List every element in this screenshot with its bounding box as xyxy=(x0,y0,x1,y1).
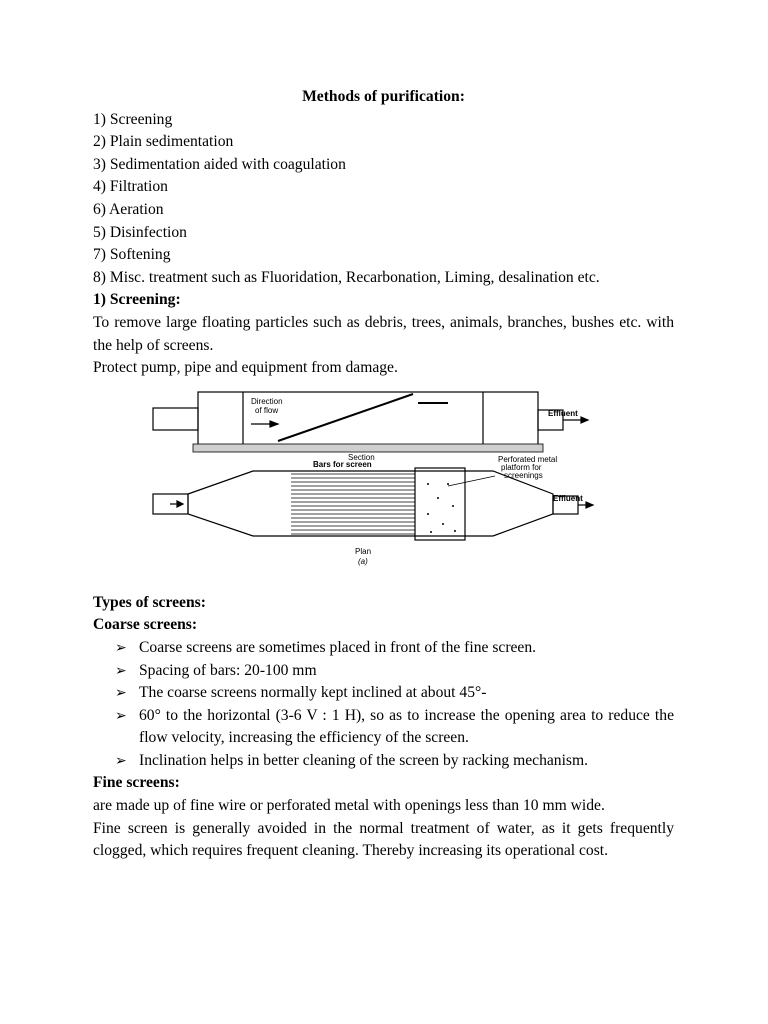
effluent-arrow-head-section xyxy=(581,417,588,423)
list-item: 4) Filtration xyxy=(93,178,168,196)
flow-arrow-head xyxy=(270,421,278,427)
bullet-arrow-icon: ➢ xyxy=(115,662,127,679)
bullet-arrow-icon: ➢ xyxy=(115,685,127,702)
direction-label-1: Direction xyxy=(251,396,283,406)
inlet-pipe-section xyxy=(153,408,198,430)
section-label: Section xyxy=(348,452,375,462)
effluent-plan-label: Effluent xyxy=(553,493,583,503)
list-item: ➢ The coarse screens normally kept inclined at about 45°- xyxy=(93,682,674,705)
fine-heading: Fine screens: xyxy=(93,774,180,792)
list-item: 3) Sedimentation aided with coagulation xyxy=(93,155,346,173)
list-item: 6) Aeration xyxy=(93,200,164,218)
channel-section-outline xyxy=(198,392,538,446)
screening-heading: 1) Screening: xyxy=(93,291,181,309)
bullet-arrow-icon: ➢ xyxy=(115,752,127,769)
platform-leader-line xyxy=(448,476,495,486)
list-item: ➢ Inclination helps in better cleaning of the screen by racking mechanism. xyxy=(93,750,674,773)
bullet-arrow-icon: ➢ xyxy=(115,707,127,724)
list-item: ➢ Spacing of bars: 20-100 mm xyxy=(93,660,674,683)
list-item: 1) Screening xyxy=(93,110,173,128)
screen-diagram-svg xyxy=(143,386,613,571)
perforated-label-2: platform for xyxy=(501,462,542,472)
list-item: ➢ 60° to the horizontal (3-6 V : 1 H), so as to increase the opening area to reduce the flow velocity, increasing the efficiency of the screen. xyxy=(115,706,674,747)
list-item: 8) Misc. treatment such as Fluoridation, Recarbonation, Liming, desalination etc. xyxy=(93,268,600,286)
fine-paragraph: are made up of fine wire or perforated metal with openings less than 10 mm wide. xyxy=(93,797,605,815)
effluent-section-label: Effluent xyxy=(548,408,578,418)
inlet-arrow-head xyxy=(177,501,183,507)
screen-diagram xyxy=(93,386,674,586)
page-title: Methods of purification: xyxy=(302,88,465,105)
list-item: 2) Plain sedimentation xyxy=(93,133,234,151)
channel-floor-hatch xyxy=(193,444,543,452)
types-heading: Types of screens: xyxy=(93,593,206,611)
perforated-platform xyxy=(415,468,465,540)
document-page xyxy=(93,86,674,863)
sub-label: (a) xyxy=(358,556,368,566)
bullet-arrow-icon: ➢ xyxy=(115,639,127,656)
direction-label-2: of flow xyxy=(255,405,279,415)
screen-bars xyxy=(291,474,415,534)
fine-paragraph-2: Fine screen is generally avoided in the normal treatment of water, as it gets frequently clogged, which requires frequent cleaning. Thereby increasing its operational cost. xyxy=(93,819,674,860)
plan-label: Plan xyxy=(355,546,372,556)
screening-paragraph: To remove large floating particles such as debris, trees, animals, branches, bushes etc. with the help of screens. xyxy=(93,313,674,354)
coarse-heading: Coarse screens: xyxy=(93,616,198,634)
list-item: 7) Softening xyxy=(93,246,171,264)
bars-label: Bars for screen xyxy=(313,459,372,469)
effluent-arrow-head-plan xyxy=(586,502,593,508)
perforation-dots xyxy=(427,483,456,533)
list-item: 5) Disinfection xyxy=(93,223,187,241)
list-item: ➢ Coarse screens are sometimes placed in front of the fine screen. xyxy=(93,637,674,660)
screening-paragraph-2: Protect pump, pipe and equipment from damage. xyxy=(93,359,398,377)
coarse-screens-list xyxy=(93,637,674,773)
methods-list xyxy=(93,109,674,290)
perforated-label-1: Perforated metal xyxy=(498,454,558,464)
inclined-screen xyxy=(278,394,413,441)
perforated-label-3: screenings xyxy=(504,470,543,480)
